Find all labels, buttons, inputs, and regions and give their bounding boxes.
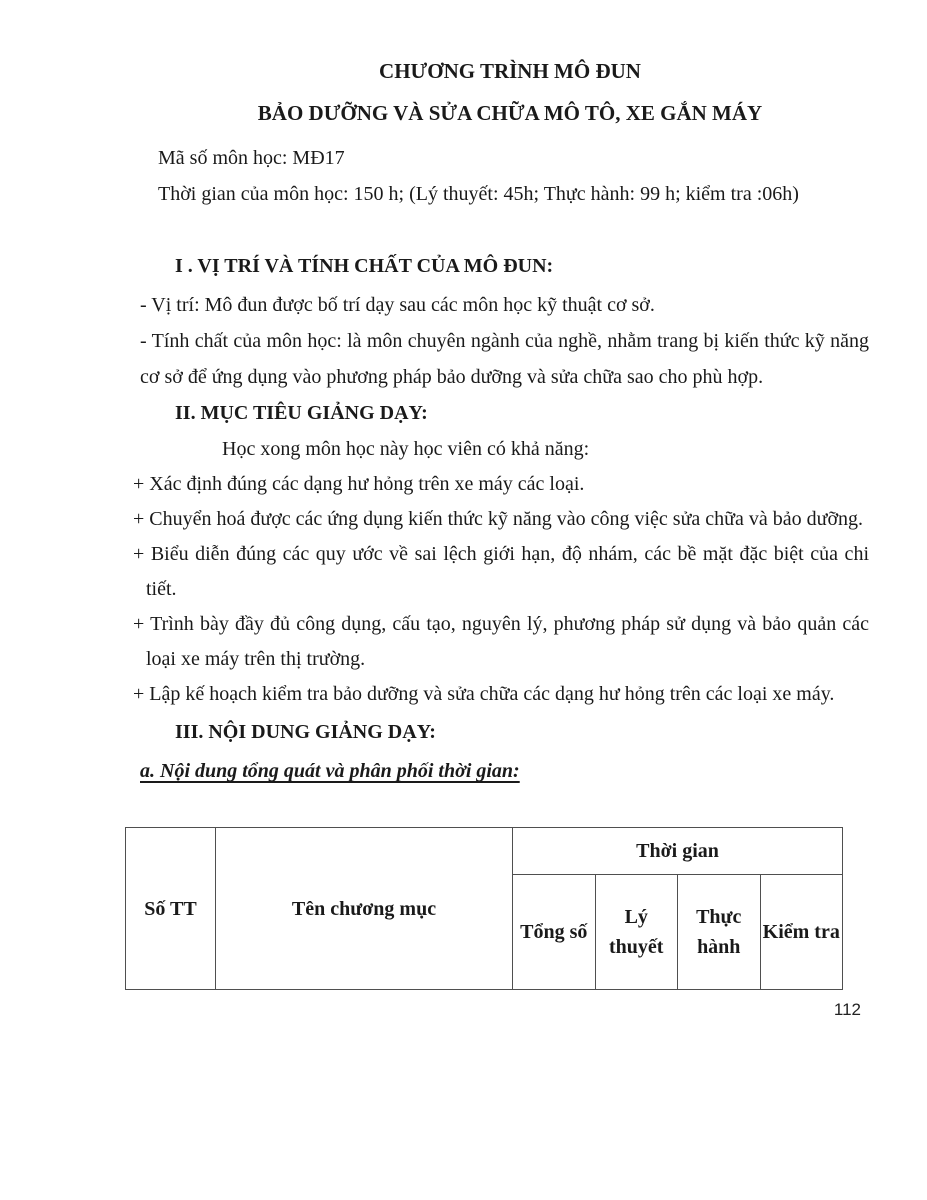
module-code-line: Mã số môn học: MĐ17 <box>158 147 345 169</box>
section-i-heading: I . VỊ TRÍ VÀ TÍNH CHẤT CỦA MÔ ĐUN: <box>175 255 554 277</box>
title-block <box>125 57 869 127</box>
section-iii-heading: III. NỘI DUNG GIẢNG DẠY: <box>175 721 436 743</box>
objective-item: + Trình bày đầy đủ công dụng, cấu tạo, nguyên lý, phương pháp sử dụng và bảo quản các loại xe máy trên thị trường. <box>133 613 869 670</box>
curriculum-table <box>125 827 843 990</box>
header-cell-kiem-tra: Kiểm tra <box>760 875 843 990</box>
header-cell-thuc-hanh: Thực hành <box>678 875 761 990</box>
objective-item: + Biểu diễn đúng các quy ước về sai lệch giới hạn, độ nhám, các bề mặt đặc biệt của chi tiết. <box>133 543 869 600</box>
page-number: 112 <box>833 1000 861 1019</box>
header-cell-thoi-gian: Thời gian <box>513 828 843 875</box>
section-iii-subheading: a. Nội dung tổng quát và phân phối thời gian: <box>140 760 520 782</box>
header-cell-ten-chuong-muc: Tên chương mục <box>216 828 513 990</box>
position-item: - Tính chất của môn học: là môn chuyên ngành của nghề, nhằm trang bị kiến thức kỹ năng cơ sở để ứng dụng vào phương pháp bảo dưỡng và sửa chữa sao cho phù hợp. <box>140 330 869 388</box>
objective-item: + Xác định đúng các dạng hư hỏng trên xe máy các loại. <box>133 473 585 495</box>
header-cell-tong-so: Tổng số <box>513 875 596 990</box>
section-ii-heading: II. MỤC TIÊU GIẢNG DẠY: <box>175 402 428 424</box>
doc-title: CHƯƠNG TRÌNH MÔ ĐUN <box>379 59 641 83</box>
duration-line: Thời gian của môn học: 150 h; (Lý thuyết: 45h; Thực hành: 99 h; kiểm tra :06h) <box>158 183 799 205</box>
header-cell-so-tt: Số TT <box>126 828 216 990</box>
objectives-intro: Học xong môn học này học viên có khả năng: <box>222 438 590 460</box>
objective-item: + Chuyển hoá được các ứng dụng kiến thức kỹ năng vào công việc sửa chữa và bảo dưỡng. <box>133 508 864 530</box>
header-cell-ly-thuyet: Lý thuyết <box>595 875 678 990</box>
position-item: - Vị trí: Mô đun được bố trí dạy sau các môn học kỹ thuật cơ sở. <box>140 294 655 316</box>
objective-item: + Lập kế hoạch kiểm tra bảo dưỡng và sửa chữa các dạng hư hỏng trên các loại xe máy. <box>133 683 835 705</box>
doc-subtitle: BẢO DƯỠNG VÀ SỬA CHỮA MÔ TÔ, XE GẮN MÁY <box>257 101 763 125</box>
